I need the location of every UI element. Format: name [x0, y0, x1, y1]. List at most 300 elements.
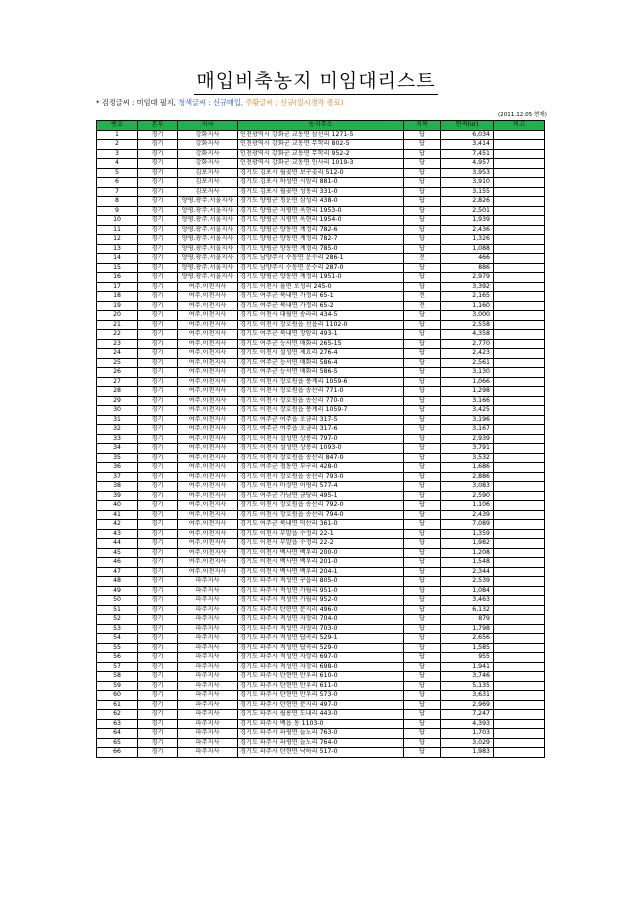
cell-area: 1,326 — [441, 235, 494, 245]
cell-hq: 경기 — [138, 700, 178, 710]
cell-no: 29 — [97, 396, 138, 406]
cell-landtype: 답 — [404, 339, 441, 349]
cell-note — [494, 235, 545, 245]
cell-no: 20 — [97, 311, 138, 321]
cell-area: 6,034 — [441, 130, 494, 140]
cell-area: 3,746 — [441, 672, 494, 682]
cell-address: 경기도 김포시 월곶면 성동리 331-0 — [238, 187, 404, 197]
cell-note — [494, 225, 545, 235]
cell-note — [494, 406, 545, 416]
cell-note — [494, 339, 545, 349]
cell-landtype: 답 — [404, 263, 441, 273]
cell-branch: 양평.광주.서울지사 — [178, 197, 238, 207]
cell-hq: 경기 — [138, 539, 178, 549]
cell-address: 경기도 파주시 탄현면 문지리 497-0 — [238, 700, 404, 710]
table-row — [97, 197, 545, 207]
cell-address: 경기도 이천시 장호원읍 선읍리 1102-0 — [238, 320, 404, 330]
cell-branch: 양평.광주.서울지사 — [178, 225, 238, 235]
cell-branch: 파주지사 — [178, 700, 238, 710]
cell-hq: 경기 — [138, 140, 178, 150]
legend-black: * 검정글씨 : 미임대 필지, — [96, 98, 176, 107]
table-row — [97, 406, 545, 416]
table-row — [97, 634, 545, 644]
table-row — [97, 254, 545, 264]
cell-no: 34 — [97, 444, 138, 454]
cell-area: 3,392 — [441, 282, 494, 292]
cell-branch: 파주지사 — [178, 643, 238, 653]
table-row — [97, 301, 545, 311]
cell-area: 3,425 — [441, 406, 494, 416]
cell-landtype: 답 — [404, 159, 441, 169]
cell-note — [494, 263, 545, 273]
cell-note — [494, 567, 545, 577]
cell-area: 1,703 — [441, 729, 494, 739]
cell-note — [494, 501, 545, 511]
cell-landtype: 답 — [404, 187, 441, 197]
cell-hq: 경기 — [138, 653, 178, 663]
cell-address: 경기도 양평군 양동면 계정리 785-0 — [238, 244, 404, 254]
cell-landtype: 답 — [404, 605, 441, 615]
cell-note — [494, 662, 545, 672]
cell-note — [494, 510, 545, 520]
table-row — [97, 216, 545, 226]
cell-note — [494, 738, 545, 748]
cell-hq: 경기 — [138, 216, 178, 226]
cell-hq: 경기 — [138, 453, 178, 463]
cell-area: 4,358 — [441, 330, 494, 340]
table-row — [97, 377, 545, 387]
cell-no: 62 — [97, 710, 138, 720]
cell-branch: 파주지사 — [178, 729, 238, 739]
as-of-date: (2011.12.05 현재) — [498, 112, 547, 118]
legend-orange: 주황글씨 : 신규(일시경작 종료) — [245, 98, 344, 107]
cell-area: 2,501 — [441, 206, 494, 216]
cell-landtype: 답 — [404, 700, 441, 710]
cell-no: 60 — [97, 691, 138, 701]
cell-branch: 여주.이천지사 — [178, 520, 238, 530]
cell-landtype: 답 — [404, 615, 441, 625]
cell-no: 58 — [97, 672, 138, 682]
cell-area: 3,414 — [441, 140, 494, 150]
cell-hq: 경기 — [138, 434, 178, 444]
cell-branch: 여주.이천지사 — [178, 548, 238, 558]
cell-area: 2,969 — [441, 700, 494, 710]
cell-note — [494, 719, 545, 729]
cell-area: 3,910 — [441, 178, 494, 188]
cell-branch: 여주.이천지사 — [178, 567, 238, 577]
cell-address: 경기도 파주시 적성면 자장리 698-0 — [238, 662, 404, 672]
cell-note — [494, 643, 545, 653]
cell-landtype: 답 — [404, 510, 441, 520]
cell-address: 경기도 이천시 대월면 송라리 434-5 — [238, 311, 404, 321]
cell-branch: 강화지사 — [178, 149, 238, 159]
cell-note — [494, 624, 545, 634]
cell-no: 5 — [97, 168, 138, 178]
cell-address: 인천광역시 강화군 교동면 무학리 802-5 — [238, 140, 404, 150]
cell-branch: 김포지사 — [178, 168, 238, 178]
cell-branch: 여주.이천지사 — [178, 463, 238, 473]
cell-landtype: 답 — [404, 624, 441, 634]
cell-branch: 파주지사 — [178, 691, 238, 701]
cell-hq: 경기 — [138, 225, 178, 235]
cell-branch: 파주지사 — [178, 710, 238, 720]
cell-address: 경기도 이천시 부발읍 수정리 22-1 — [238, 529, 404, 539]
cell-note — [494, 548, 545, 558]
table-row — [97, 643, 545, 653]
cell-address: 경기도 파주시 탄현면 낙하리 517-0 — [238, 748, 404, 758]
cell-area: 2,436 — [441, 225, 494, 235]
cell-branch: 여주.이천지사 — [178, 501, 238, 511]
cell-no: 12 — [97, 235, 138, 245]
cell-branch: 파주지사 — [178, 577, 238, 587]
cell-no: 19 — [97, 301, 138, 311]
cell-landtype: 답 — [404, 368, 441, 378]
cell-hq: 경기 — [138, 643, 178, 653]
table-row — [97, 653, 545, 663]
cell-branch: 강화지사 — [178, 140, 238, 150]
cell-no: 16 — [97, 273, 138, 283]
cell-area: 1,106 — [441, 501, 494, 511]
cell-no: 8 — [97, 197, 138, 207]
cell-hq: 경기 — [138, 415, 178, 425]
cell-landtype: 답 — [404, 729, 441, 739]
cell-address: 경기도 이천시 장호원읍 풍계리 1059-7 — [238, 406, 404, 416]
cell-no: 66 — [97, 748, 138, 758]
cell-area: 3,130 — [441, 368, 494, 378]
table-row — [97, 605, 545, 615]
cell-area: 6,132 — [441, 605, 494, 615]
cell-no: 32 — [97, 425, 138, 435]
table-row — [97, 434, 545, 444]
table-row — [97, 425, 545, 435]
cell-hq: 경기 — [138, 320, 178, 330]
cell-no: 51 — [97, 605, 138, 615]
cell-note — [494, 387, 545, 397]
cell-no: 61 — [97, 700, 138, 710]
cell-landtype: 답 — [404, 330, 441, 340]
table-row — [97, 672, 545, 682]
cell-branch: 여주.이천지사 — [178, 311, 238, 321]
cell-branch: 여주.이천지사 — [178, 482, 238, 492]
cell-branch: 파주지사 — [178, 719, 238, 729]
cell-branch: 양평.광주.서울지사 — [178, 216, 238, 226]
cell-hq: 경기 — [138, 168, 178, 178]
table-row — [97, 624, 545, 634]
cell-area: 1,084 — [441, 586, 494, 596]
cell-hq: 경기 — [138, 463, 178, 473]
cell-hq: 경기 — [138, 482, 178, 492]
cell-landtype: 답 — [404, 235, 441, 245]
cell-area: 2,979 — [441, 273, 494, 283]
cell-branch: 파주지사 — [178, 586, 238, 596]
cell-landtype: 답 — [404, 358, 441, 368]
cell-address: 경기도 여주군 능서면 매화리 586-4 — [238, 358, 404, 368]
cell-area: 886 — [441, 263, 494, 273]
cell-landtype: 답 — [404, 178, 441, 188]
cell-address: 경기도 이천시 설성면 상봉리 1093-0 — [238, 444, 404, 454]
table-row — [97, 339, 545, 349]
cell-area: 3,463 — [441, 596, 494, 606]
table-row — [97, 539, 545, 549]
cell-hq: 경기 — [138, 263, 178, 273]
cell-area: 2,344 — [441, 567, 494, 577]
cell-branch: 양평.광주.서울지사 — [178, 263, 238, 273]
cell-landtype: 전 — [404, 301, 441, 311]
cell-note — [494, 425, 545, 435]
cell-no: 56 — [97, 653, 138, 663]
cell-note — [494, 586, 545, 596]
farmland-table — [96, 120, 545, 758]
cell-note — [494, 358, 545, 368]
cell-address: 경기도 이천시 백사면 백우리 204-1 — [238, 567, 404, 577]
cell-note — [494, 615, 545, 625]
cell-landtype: 답 — [404, 539, 441, 549]
table-row — [97, 577, 545, 587]
table-row — [97, 396, 545, 406]
cell-address: 경기도 파주시 탄현면 만우리 611-0 — [238, 681, 404, 691]
table-row — [97, 662, 545, 672]
cell-hq: 경기 — [138, 529, 178, 539]
cell-address: 경기도 여주군 북내면 가정리 65-2 — [238, 301, 404, 311]
cell-no: 40 — [97, 501, 138, 511]
table-row — [97, 225, 545, 235]
table-row — [97, 681, 545, 691]
cell-no: 4 — [97, 159, 138, 169]
cell-branch: 강화지사 — [178, 159, 238, 169]
cell-landtype: 답 — [404, 216, 441, 226]
cell-note — [494, 396, 545, 406]
cell-branch: 여주.이천지사 — [178, 349, 238, 359]
cell-address: 경기도 여주군 여주읍 오금리 317-6 — [238, 425, 404, 435]
cell-no: 30 — [97, 406, 138, 416]
cell-address: 경기도 파주시 적성면 자장리 704-0 — [238, 615, 404, 625]
cell-branch: 여주.이천지사 — [178, 434, 238, 444]
cell-address: 경기도 파주시 적성면 자장리 697-0 — [238, 653, 404, 663]
cell-landtype: 답 — [404, 273, 441, 283]
table-row — [97, 273, 545, 283]
cell-area: 3,083 — [441, 482, 494, 492]
cell-area: 3,196 — [441, 415, 494, 425]
cell-hq: 경기 — [138, 634, 178, 644]
legend-blue: 청색글씨 : 신규매입, — [178, 98, 244, 107]
cell-area: 3,166 — [441, 396, 494, 406]
cell-hq: 경기 — [138, 710, 178, 720]
cell-address: 경기도 파주시 백읍 동 1103-0 — [238, 719, 404, 729]
cell-address: 경기도 파주시 적성면 가월리 951-0 — [238, 586, 404, 596]
cell-address: 경기도 이천시 장호원읍 송산리 793-0 — [238, 472, 404, 482]
cell-hq: 경기 — [138, 377, 178, 387]
cell-landtype: 답 — [404, 719, 441, 729]
table-body — [97, 130, 545, 757]
cell-note — [494, 558, 545, 568]
cell-note — [494, 301, 545, 311]
cell-no: 21 — [97, 320, 138, 330]
cell-area: 5,135 — [441, 681, 494, 691]
cell-address: 경기도 이천시 백사면 백우리 201-0 — [238, 558, 404, 568]
cell-note — [494, 434, 545, 444]
cell-branch: 여주.이천지사 — [178, 377, 238, 387]
cell-address: 경기도 파주시 적성면 답곡리 529-0 — [238, 643, 404, 653]
cell-landtype: 답 — [404, 586, 441, 596]
cell-no: 13 — [97, 244, 138, 254]
cell-hq: 경기 — [138, 197, 178, 207]
cell-hq: 경기 — [138, 368, 178, 378]
table-row — [97, 491, 545, 501]
cell-landtype: 답 — [404, 577, 441, 587]
cell-note — [494, 187, 545, 197]
table-row — [97, 330, 545, 340]
cell-hq: 경기 — [138, 748, 178, 758]
cell-no: 63 — [97, 719, 138, 729]
cell-hq: 경기 — [138, 472, 178, 482]
cell-no: 42 — [97, 520, 138, 530]
cell-hq: 경기 — [138, 406, 178, 416]
cell-note — [494, 472, 545, 482]
cell-branch: 김포지사 — [178, 178, 238, 188]
cell-note — [494, 159, 545, 169]
cell-note — [494, 605, 545, 615]
cell-no: 1 — [97, 130, 138, 140]
cell-branch: 여주.이천지사 — [178, 368, 238, 378]
cell-landtype: 답 — [404, 634, 441, 644]
cell-landtype: 답 — [404, 320, 441, 330]
cell-hq: 경기 — [138, 292, 178, 302]
cell-hq: 경기 — [138, 738, 178, 748]
cell-address: 경기도 여주군 점동면 부구리 428-0 — [238, 463, 404, 473]
cell-hq: 경기 — [138, 159, 178, 169]
cell-no: 10 — [97, 216, 138, 226]
cell-no: 48 — [97, 577, 138, 587]
cell-no: 52 — [97, 615, 138, 625]
cell-hq: 경기 — [138, 301, 178, 311]
cell-landtype: 답 — [404, 282, 441, 292]
cell-note — [494, 748, 545, 758]
table-row — [97, 140, 545, 150]
cell-hq: 경기 — [138, 339, 178, 349]
cell-hq: 경기 — [138, 596, 178, 606]
cell-no: 24 — [97, 349, 138, 359]
cell-landtype: 답 — [404, 672, 441, 682]
cell-hq: 경기 — [138, 501, 178, 511]
cell-area: 2,423 — [441, 349, 494, 359]
cell-note — [494, 520, 545, 530]
cell-address: 경기도 파주시 적성면 답곡리 529-1 — [238, 634, 404, 644]
cell-note — [494, 700, 545, 710]
cell-hq: 경기 — [138, 187, 178, 197]
cell-note — [494, 130, 545, 140]
cell-branch: 파주지사 — [178, 748, 238, 758]
cell-landtype: 답 — [404, 681, 441, 691]
cell-branch: 여주.이천지사 — [178, 539, 238, 549]
cell-note — [494, 368, 545, 378]
cell-no: 47 — [97, 567, 138, 577]
cell-landtype: 답 — [404, 558, 441, 568]
cell-note — [494, 149, 545, 159]
cell-no: 50 — [97, 596, 138, 606]
cell-landtype: 전 — [404, 292, 441, 302]
cell-no: 35 — [97, 453, 138, 463]
cell-note — [494, 349, 545, 359]
table-row — [97, 244, 545, 254]
cell-note — [494, 634, 545, 644]
cell-address: 경기도 파주시 탄현면 만우리 610-0 — [238, 672, 404, 682]
cell-hq: 경기 — [138, 681, 178, 691]
cell-no: 11 — [97, 225, 138, 235]
cell-hq: 경기 — [138, 244, 178, 254]
cell-note — [494, 311, 545, 321]
cell-branch: 파주지사 — [178, 615, 238, 625]
table-row — [97, 368, 545, 378]
table-row — [97, 748, 545, 758]
cell-address: 인천광역시 강화군 교동면 무학리 952-2 — [238, 149, 404, 159]
cell-address: 경기도 여주군 여주읍 오금리 317-5 — [238, 415, 404, 425]
cell-branch: 김포지사 — [178, 187, 238, 197]
table-row — [97, 149, 545, 159]
cell-landtype: 답 — [404, 501, 441, 511]
cell-address: 경기도 파주시 적성면 자장리 703-0 — [238, 624, 404, 634]
cell-area: 1,983 — [441, 748, 494, 758]
cell-branch: 여주.이천지사 — [178, 406, 238, 416]
cell-address: 인천광역시 강화군 교동면 삼선리 1271-5 — [238, 130, 404, 140]
table-row — [97, 168, 545, 178]
cell-landtype: 답 — [404, 396, 441, 406]
cell-address: 경기도 파주시 파평면 늘노리 763-0 — [238, 729, 404, 739]
cell-note — [494, 463, 545, 473]
cell-area: 1,798 — [441, 624, 494, 634]
cell-note — [494, 178, 545, 188]
cell-hq: 경기 — [138, 510, 178, 520]
cell-landtype: 답 — [404, 197, 441, 207]
table-row — [97, 358, 545, 368]
cell-address: 경기도 여주군 북내면 가정리 65-1 — [238, 292, 404, 302]
cell-address: 경기도 이천시 장호원읍 풍계리 1059-6 — [238, 377, 404, 387]
cell-hq: 경기 — [138, 330, 178, 340]
cell-hq: 경기 — [138, 396, 178, 406]
cell-note — [494, 453, 545, 463]
cell-landtype: 답 — [404, 529, 441, 539]
header-note: 비고 — [494, 121, 545, 131]
table-row — [97, 548, 545, 558]
table-row — [97, 130, 545, 140]
cell-note — [494, 168, 545, 178]
cell-no: 53 — [97, 624, 138, 634]
table-row — [97, 482, 545, 492]
cell-address: 경기도 양평군 청운면 삼성리 438-0 — [238, 197, 404, 207]
table-row — [97, 596, 545, 606]
table-row — [97, 453, 545, 463]
cell-area: 1,088 — [441, 244, 494, 254]
table-row — [97, 349, 545, 359]
table-row — [97, 206, 545, 216]
table-row — [97, 710, 545, 720]
cell-landtype: 답 — [404, 377, 441, 387]
cell-area: 1,208 — [441, 548, 494, 558]
cell-hq: 경기 — [138, 719, 178, 729]
cell-area: 4,393 — [441, 719, 494, 729]
cell-area: 3,029 — [441, 738, 494, 748]
cell-hq: 경기 — [138, 586, 178, 596]
cell-hq: 경기 — [138, 273, 178, 283]
cell-note — [494, 206, 545, 216]
cell-landtype: 답 — [404, 643, 441, 653]
cell-landtype: 답 — [404, 149, 441, 159]
cell-no: 6 — [97, 178, 138, 188]
cell-hq: 경기 — [138, 567, 178, 577]
cell-landtype: 답 — [404, 140, 441, 150]
table-row — [97, 235, 545, 245]
table-row — [97, 729, 545, 739]
cell-address: 경기도 파주시 탄현면 만우리 573-0 — [238, 691, 404, 701]
